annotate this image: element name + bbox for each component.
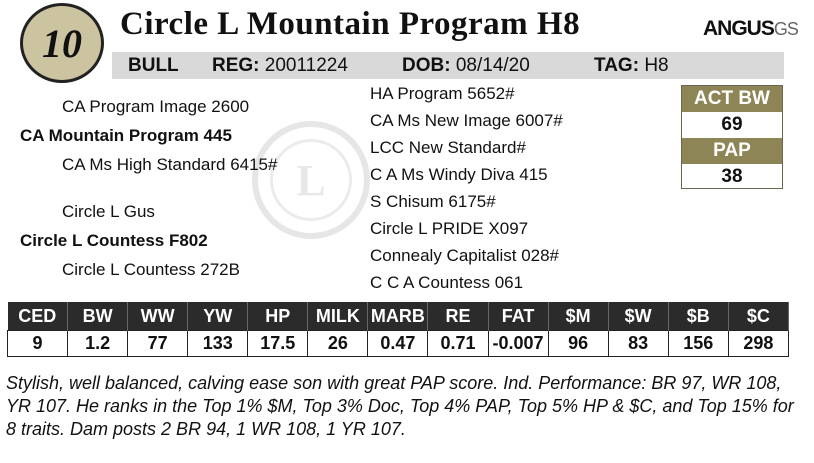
lot-number: 10 — [42, 20, 82, 66]
epd-header-fat: FAT — [488, 302, 548, 331]
tag-label: TAG: — [594, 55, 640, 76]
epd-header-m: $M — [548, 302, 608, 331]
epd-value-c: 298 — [728, 331, 788, 357]
breed-suffix: GS — [773, 19, 798, 39]
epd-header-c: $C — [728, 302, 788, 331]
breed-logo — [703, 16, 798, 42]
sex-label: BULL — [128, 55, 179, 76]
epd-header-milk: MILK — [308, 302, 368, 331]
epd-value-m: 96 — [548, 331, 608, 357]
breed-main: ANGUS — [703, 17, 774, 40]
pedigree-ggen-2: CA Ms New Image 6007# — [370, 111, 563, 130]
epd-header-ww: WW — [128, 302, 188, 331]
epd-value-w: 83 — [608, 331, 668, 357]
registration — [212, 52, 348, 79]
pedigree-ggen-1: HA Program 5652# — [370, 84, 515, 103]
pap-value: 38 — [721, 166, 743, 187]
epd-value-ww: 77 — [128, 331, 188, 357]
epd-value-b: 156 — [668, 331, 728, 357]
epd-value-yw: 133 — [188, 331, 248, 357]
pedigree-sire: CA Mountain Program 445 — [20, 126, 232, 145]
epd-header-yw: YW — [188, 302, 248, 331]
pedigree-dam: Circle L Countess F802 — [20, 231, 208, 250]
tag — [594, 52, 669, 79]
lot-number-badge — [20, 3, 104, 83]
epd-value-marb: 0.47 — [368, 331, 428, 357]
animal-name: Circle L Mountain Program H8 — [120, 6, 581, 42]
reg-label: REG: — [212, 55, 260, 76]
dob-value: 08/14/20 — [455, 55, 530, 76]
epd-header-hp: HP — [248, 302, 308, 331]
epd-value-milk: 26 — [308, 331, 368, 357]
epd-header-marb: MARB — [368, 302, 428, 331]
epd-value-fat: -0.007 — [488, 331, 548, 357]
epd-value-bw: 1.2 — [68, 331, 128, 357]
epd-header-re: RE — [428, 302, 488, 331]
epd-value-hp: 17.5 — [248, 331, 308, 357]
pedigree-ggen-3: LCC New Standard# — [370, 138, 526, 157]
circle-l-watermark-icon: L — [252, 121, 370, 239]
epd-header-ced: CED — [8, 302, 68, 331]
epd-value-row — [8, 331, 789, 357]
epd-header-bw: BW — [68, 302, 128, 331]
pedigree-ggen-5: S Chisum 6175# — [370, 192, 496, 211]
pedigree-sire-sire: CA Program Image 2600 — [62, 97, 250, 116]
epd-value-ced: 9 — [8, 331, 68, 357]
pedigree-ggen-4: C A Ms Windy Diva 415 — [370, 165, 548, 184]
pedigree-ggen-6: Circle L PRIDE X097 — [370, 219, 529, 238]
act-bw-value: 69 — [721, 114, 743, 135]
id-bar — [112, 52, 784, 79]
performance-box — [681, 85, 783, 189]
epd-header-b: $B — [668, 302, 728, 331]
dob-label: DOB: — [402, 55, 451, 76]
lot-comment: Stylish, well balanced, calving ease son with great PAP score. Ind. Performance: BR 97, WR 108, YR 107. He ranks in the Top 1% $M, Top 3% Doc, Top 4% PAP, Top 5% HP & $C, and Top 15% for 8 traits. Dam posts 2 BR 94, 1 WR 108, 1 YR 107. — [6, 373, 794, 439]
epd-value-re: 0.71 — [428, 331, 488, 357]
pap-label: PAP — [682, 138, 782, 164]
birth-date — [402, 52, 530, 79]
act-bw-label: ACT BW — [682, 86, 782, 112]
reg-value: 20011224 — [264, 55, 348, 76]
pedigree-ggen-7: Connealy Capitalist 028# — [370, 246, 560, 265]
pedigree-sire-dam: CA Ms High Standard 6415# — [62, 155, 278, 174]
epd-header-row — [8, 302, 789, 331]
epd-header-w: $W — [608, 302, 668, 331]
tag-value: H8 — [644, 55, 669, 76]
pedigree-dam-sire: Circle L Gus — [62, 202, 155, 221]
epd-table — [7, 302, 789, 357]
pedigree-dam-dam: Circle L Countess 272B — [62, 260, 240, 279]
pedigree-ggen-8: C C A Countess 061 — [370, 273, 524, 292]
